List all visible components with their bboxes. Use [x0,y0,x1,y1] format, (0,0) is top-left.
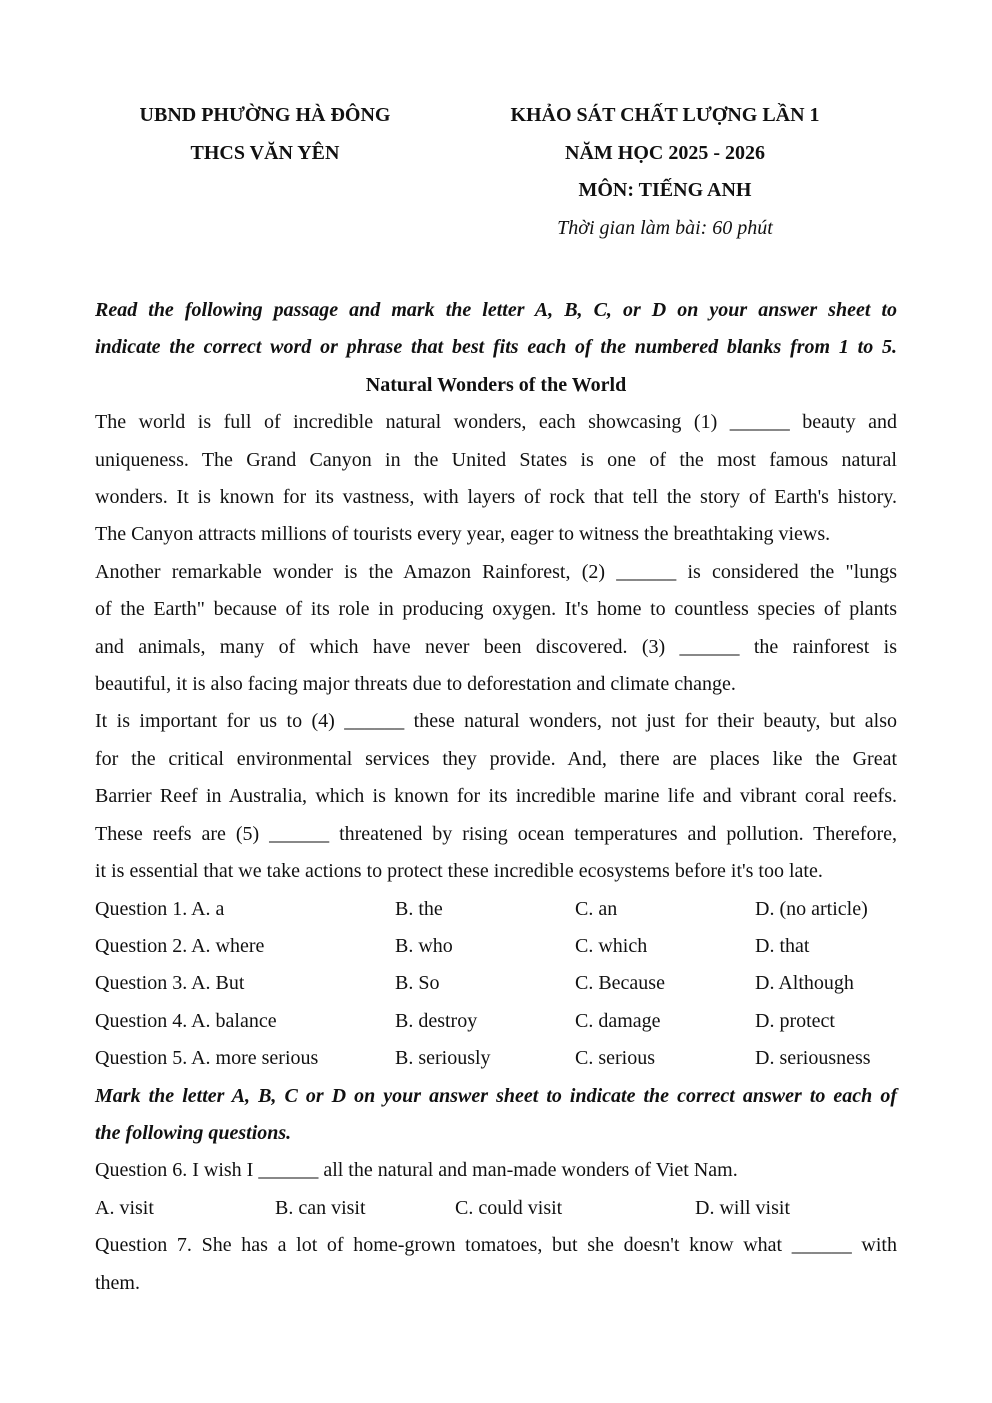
passage-line: wonders. It is known for its vastness, with layers of rock that tell the story of Earth's history. [95,486,897,509]
passage-line: of the Earth" because of its role in producing oxygen. It's home to countless species of plants [95,598,897,621]
option-b: B. So [395,972,440,995]
school-year: NĂM HỌC 2025 - 2026 [565,141,765,164]
question-7-stem-line: them. [95,1271,140,1294]
cloze-questions [95,891,897,1078]
passage [95,404,897,890]
passage-line: It is important for us to (4) ______ these natural wonders, not just for their beauty, but also [95,710,897,733]
option-d: D. will visit [695,1196,791,1219]
option-c: C. which [575,934,648,957]
option-c: C. an [575,897,618,920]
option-c: C. damage [575,1009,661,1032]
section2-instruction-line: the following questions. [95,1121,292,1144]
option-c: C. could visit [455,1196,563,1219]
option-d: D. (no article) [755,897,868,920]
passage-line: it is essential that we take actions to protect these incredible ecosystems before it's too late. [95,860,823,883]
option-d: D. protect [755,1009,835,1032]
option-b: B. destroy [395,1009,478,1032]
question-6-stem: Question 6. I wish I ______ all the natural and man-made wonders of Viet Nam. [95,1159,738,1182]
district-name: UBND PHƯỜNG HÀ ĐÔNG [139,104,391,126]
passage-title: Natural Wonders of the World [365,373,627,396]
option-d: D. Although [755,972,854,995]
passage-line: beautiful, it is also facing major threats due to deforestation and climate change. [95,673,736,696]
passage-line: Barrier Reef in Australia, which is known for its incredible marine life and vibrant coral reefs. [95,785,897,808]
time-limit: Thời gian làm bài: 60 phút [557,216,773,239]
option-b: B. seriously [395,1047,491,1070]
question-5-row [95,1040,897,1077]
section1-instruction-line: Read the following passage and mark the letter A, B, C, or D on your answer sheet to [95,299,897,321]
question-stem-option-a: Question 3. A. But [95,972,245,995]
option-a: A. visit [95,1196,154,1219]
passage-line: The world is full of incredible natural wonders, each showcasing (1) ______ beauty and [95,411,897,434]
section2-instruction-line: Mark the letter A, B, C or D on your answer sheet to indicate the correct answer to each of [95,1084,897,1107]
option-b: B. who [395,934,453,957]
option-c: C. Because [575,972,665,995]
question-stem-option-a: Question 5. A. more serious [95,1047,319,1070]
question-1-row [95,891,897,928]
exam-header [475,97,855,247]
passage-line: for the critical environmental services they provide. And, there are places like the Great [95,747,897,770]
question-7-stem-line: Question 7. She has a lot of home-grown tomatoes, but she doesn't know what ______ with [95,1234,897,1257]
option-c: C. serious [575,1047,655,1070]
school-header [95,97,435,172]
question-stem-option-a: Question 1. A. a [95,897,225,920]
subject: MÔN: TIẾNG ANH [578,179,752,201]
question-6-options [95,1190,897,1227]
question-4-row [95,1003,897,1040]
question-stem-option-a: Question 4. A. balance [95,1009,277,1032]
exam-content [95,292,897,1302]
passage-line: These reefs are (5) ______ threatened by rising ocean temperatures and pollution. Therefore, [95,822,897,845]
question-3-row [95,965,897,1002]
passage-line: The Canyon attracts millions of tourists every year, eager to witness the breathtaking views. [95,523,831,546]
option-b: B. can visit [275,1196,366,1219]
option-b: B. the [395,897,443,920]
school-name: THCS VĂN YÊN [190,141,340,164]
passage-line: and animals, many of which have never been discovered. (3) ______ the rainforest is [95,635,897,658]
passage-line: Another remarkable wonder is the Amazon Rainforest, (2) ______ is considered the "lungs [95,560,897,583]
exam-title: KHẢO SÁT CHẤT LƯỢNG LẦN 1 [510,104,820,126]
question-stem-option-a: Question 2. A. where [95,934,265,957]
section1-instruction-line: indicate the correct word or phrase that best fits each of the numbered blanks from 1 to 5. [95,336,897,359]
passage-line: uniqueness. The Grand Canyon in the United States is one of the most famous natural [95,448,897,471]
question-2-row [95,928,897,965]
option-d: D. that [755,934,810,957]
option-d: D. seriousness [755,1047,871,1070]
